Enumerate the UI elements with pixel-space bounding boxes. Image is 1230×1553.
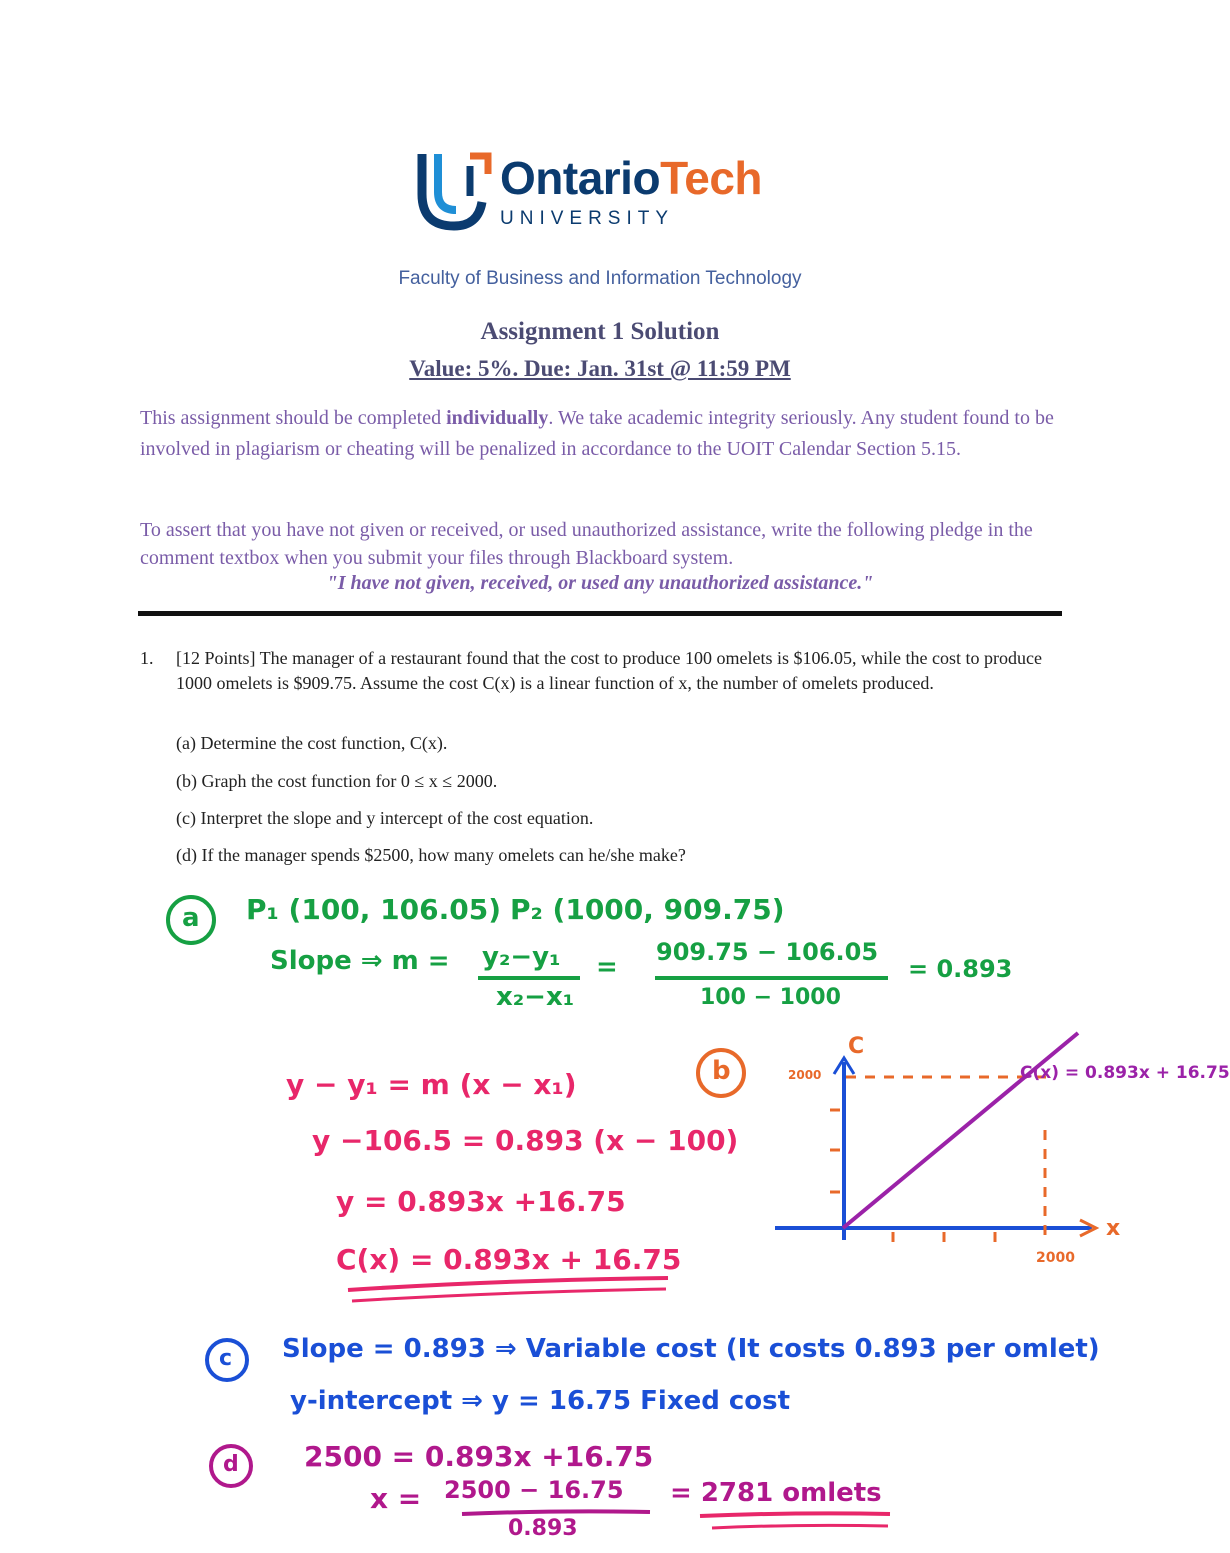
intercept-interpretation: y-intercept ⇒ y = 16.75 Fixed cost: [290, 1386, 791, 1416]
final-underline-2: [712, 1525, 888, 1528]
division-denominator: 0.893: [508, 1516, 578, 1541]
graph-x-axis-label: x: [1106, 1216, 1121, 1241]
x-solve-label: x =: [370, 1482, 422, 1515]
integrity-text-start: This assignment should be completed: [140, 407, 447, 429]
graph-x-max-label: 2000: [1036, 1250, 1075, 1266]
pledge-statement: "I have not given, received, or used any unauthorized assistance.": [326, 572, 874, 594]
final-underline-1: [700, 1513, 890, 1516]
budget-equation: 2500 = 0.893x +16.75: [304, 1440, 654, 1473]
slope-interpretation: Slope = 0.893 ⇒ Variable cost (It costs 0.893 per omlet): [282, 1334, 1100, 1364]
question-part-c: (c) Interpret the slope and y intercept of the cost equation.: [176, 808, 594, 828]
point-slope-form: y − y₁ = m (x − x₁): [286, 1068, 577, 1101]
point-p1: P₁ (100, 106.05): [246, 893, 502, 926]
value-due-line: Value: 5%. Due: Jan. 31st @ 11:59 PM: [409, 356, 791, 381]
simplified-equation: y = 0.893x +16.75: [336, 1185, 626, 1218]
question-number: 1.: [140, 648, 154, 668]
integrity-text-end: . We take academic integrity seriously. Any student found to be involved in plagiarism or cheating will be penalized in accordance to the UOIT Calendar Section 5.15.: [140, 407, 1054, 460]
division-numerator: 2500 − 16.75: [444, 1476, 624, 1504]
answer-underline-2: [352, 1289, 666, 1301]
point-p2: P₂ (1000, 909.75): [510, 893, 785, 926]
question-text: [12 Points] The manager of a restaurant found that the cost to produce 100 omelets is $106.05, while the cost to produce 1000 omelets is $909.75. Assume the cost C(x) is a linear function of x, the number of omelets produced.: [176, 648, 1042, 693]
graph-y-max-label: 2000: [788, 1068, 822, 1082]
cost-function-answer: C(x) = 0.893x + 16.75: [336, 1243, 682, 1276]
marker-c-label: c: [219, 1346, 233, 1371]
page-title: Assignment 1 Solution: [480, 318, 720, 345]
graph-ticks: [830, 1110, 995, 1242]
question-part-b: (b) Graph the cost function for 0 ≤ x ≤ 2000.: [176, 771, 498, 791]
answer-underline-1: [348, 1278, 668, 1290]
slope-formula-denominator: x₂−x₁: [496, 982, 575, 1012]
marker-b-label: b: [712, 1056, 731, 1086]
marker-d-label: d: [223, 1452, 239, 1477]
question-part-d: (d) If the manager spends $2500, how many omelets can he/she make?: [176, 845, 686, 865]
slope-equals: =: [596, 952, 618, 982]
division-bar: [462, 1511, 650, 1514]
pledge-instructions: To assert that you have not given or received, or used unauthorized assistance, write the following pledge in the comment textbox when you submit your files through Blackboard system.: [140, 519, 1033, 569]
graph-y-axis-label: C: [848, 1034, 865, 1059]
slope-value-denominator: 100 − 1000: [700, 985, 841, 1010]
logo-name-tech: Tech: [660, 152, 763, 204]
slope-label: Slope ⇒ m =: [270, 946, 450, 976]
substituted-equation: y −106.5 = 0.893 (x − 100): [312, 1124, 739, 1157]
graph-line-label: C(x) = 0.893x + 16.75: [1020, 1063, 1230, 1083]
omelet-count-answer: = 2781 omlets: [670, 1478, 882, 1508]
slope-value-numerator: 909.75 − 106.05: [656, 938, 879, 966]
marker-a-label: a: [182, 903, 200, 933]
slope-result: = 0.893: [908, 955, 1013, 983]
integrity-text-bold: individually: [446, 407, 549, 429]
faculty-heading: Faculty of Business and Information Technology: [398, 268, 802, 289]
logo-subtitle: UNIVERSITY: [500, 208, 675, 229]
question-part-a: (a) Determine the cost function, C(x).: [176, 733, 448, 753]
logo-name-ontario: Ontario: [500, 152, 661, 204]
slope-formula-numerator: y₂−y₁: [482, 942, 561, 972]
